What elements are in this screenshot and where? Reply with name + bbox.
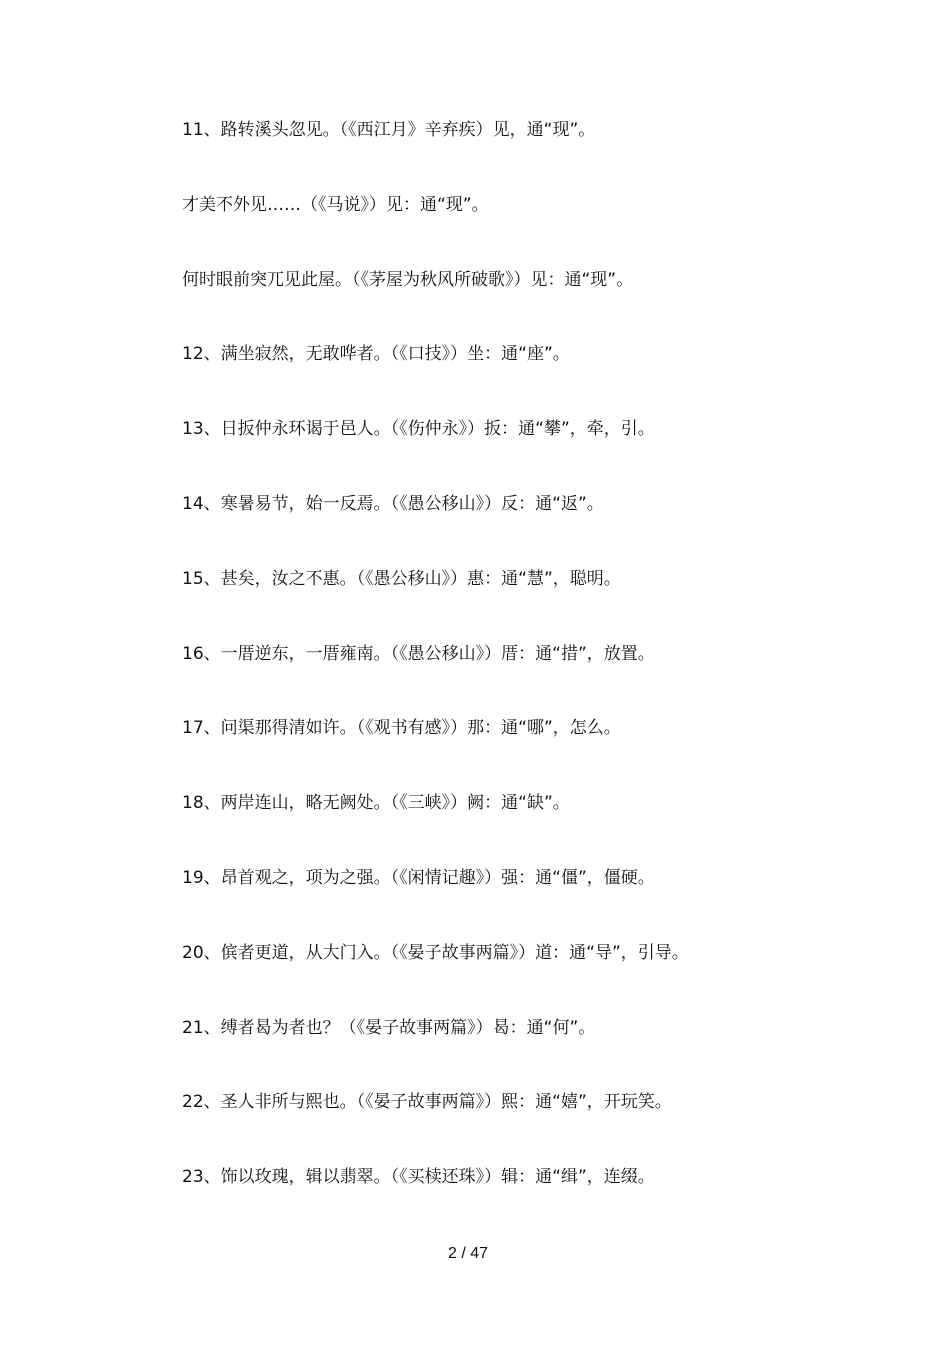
text-line: 16、一厝逆东，一厝雍南。（《愚公移山》）厝：通“措”，放置。 [182, 643, 655, 664]
text-line: 13、日扳仲永环谒于邑人。（《伤仲永》）扳：通“攀”，牵，引。 [182, 419, 655, 440]
text-line: 23、饰以玫瑰，辑以翡翠。（《买椟还珠》）辑：通“缉”，连缀。 [182, 1167, 655, 1188]
text-line: 17、问渠那得清如许。（《观书有感》）那：通“哪”，怎么。 [182, 718, 621, 739]
text-line: 18、两岸连山，略无阙处。（《三峡》）阙：通“缺”。 [182, 793, 570, 814]
text-line: 才美不外见……（《马说》）见：通“现”。 [182, 194, 489, 215]
text-line: 14、寒暑易节，始一反焉。（《愚公移山》）反：通“返”。 [182, 493, 604, 514]
text-line: 何时眼前突兀见此屋。（《茅屋为秋风所破歌》）见：通“现”。 [182, 269, 634, 290]
text-line: 11、路转溪头忽见。（《西江月》辛弃疾）见，通“现”。 [182, 120, 596, 140]
page-number: 2 / 47 [447, 1245, 489, 1262]
text-line: 21、缚者曷为者也？（《晏子故事两篇》）曷：通“何”。 [182, 1017, 596, 1038]
text-line: 20、傧者更道，从大门入。（《晏子故事两篇》）道：通“导”，引导。 [182, 942, 689, 963]
text-line: 22、圣人非所与熙也。（《晏子故事两篇》）熙：通“嬉”，开玩笑。 [182, 1092, 672, 1113]
text-lines [182, 117, 902, 1239]
text-line: 19、昂首观之，项为之强。（《闲情记趣》）强：通“僵”，僵硬。 [182, 867, 655, 888]
text-line: 15、甚矣，汝之不惠。（《愚公移山》）惠：通“慧”，聪明。 [182, 568, 621, 589]
text-line: 12、满坐寂然，无敢哗者。（《口技》）坐：通“座”。 [182, 344, 570, 365]
